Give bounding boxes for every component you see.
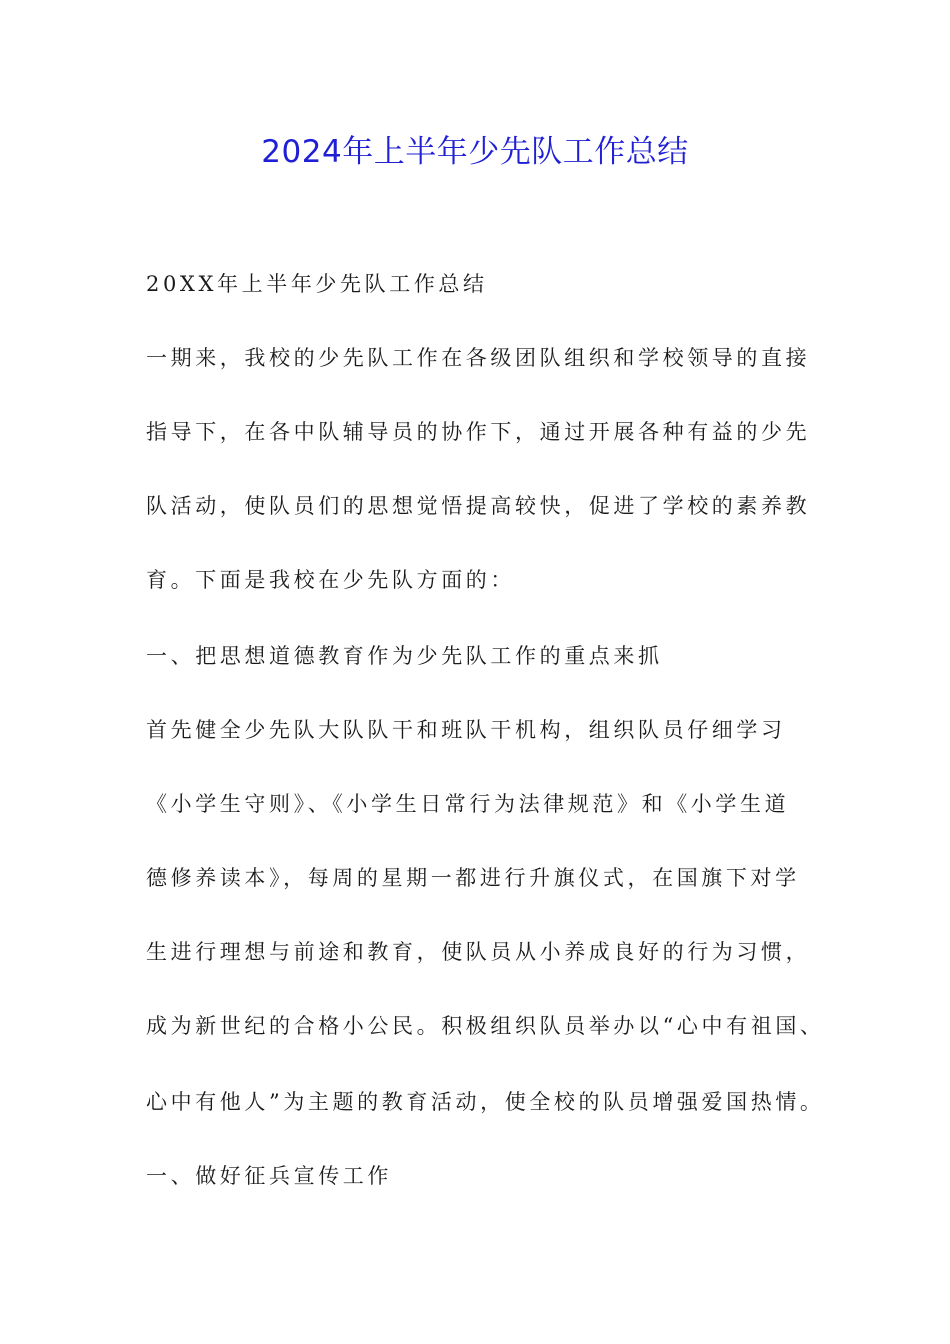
body-line: 生进行理想与前途和教育，使队员从小养成良好的行为习惯， [146, 940, 811, 964]
body-line: 育。下面是我校在少先队方面的： [146, 568, 515, 592]
body-line: 队活动，使队员们的思想觉悟提高较快，促进了学校的素养教 [146, 494, 811, 518]
section-heading-2: 一、做好征兵宣传工作 [146, 1164, 392, 1188]
body-line: 《小学生守则》、《小学生日常行为法律规范》和《小学生道 [146, 792, 790, 816]
body-line-subtitle: 20XX年上半年少先队工作总结 [146, 272, 488, 296]
body-line: 首先健全少先队大队队干和班队干机构，组织队员仔细学习 [146, 718, 786, 742]
body-line: 德修养读本》，每周的星期一都进行升旗仪式，在国旗下对学 [146, 866, 800, 890]
document-title: 2024年上半年少先队工作总结 [261, 134, 689, 170]
body-line: 一期来，我校的少先队工作在各级团队组织和学校领导的直接 [146, 346, 811, 370]
section-heading-1: 一、把思想道德教育作为少先队工作的重点来抓 [146, 644, 663, 668]
body-line: 心中有他人”为主题的教育活动，使全校的队员增强爱国热情。 [146, 1090, 825, 1114]
body-line: 成为新世纪的合格小公民。积极组织队员举办以“心中有祖国、 [146, 1014, 825, 1038]
body-line: 指导下，在各中队辅导员的协作下，通过开展各种有益的少先 [146, 420, 811, 444]
